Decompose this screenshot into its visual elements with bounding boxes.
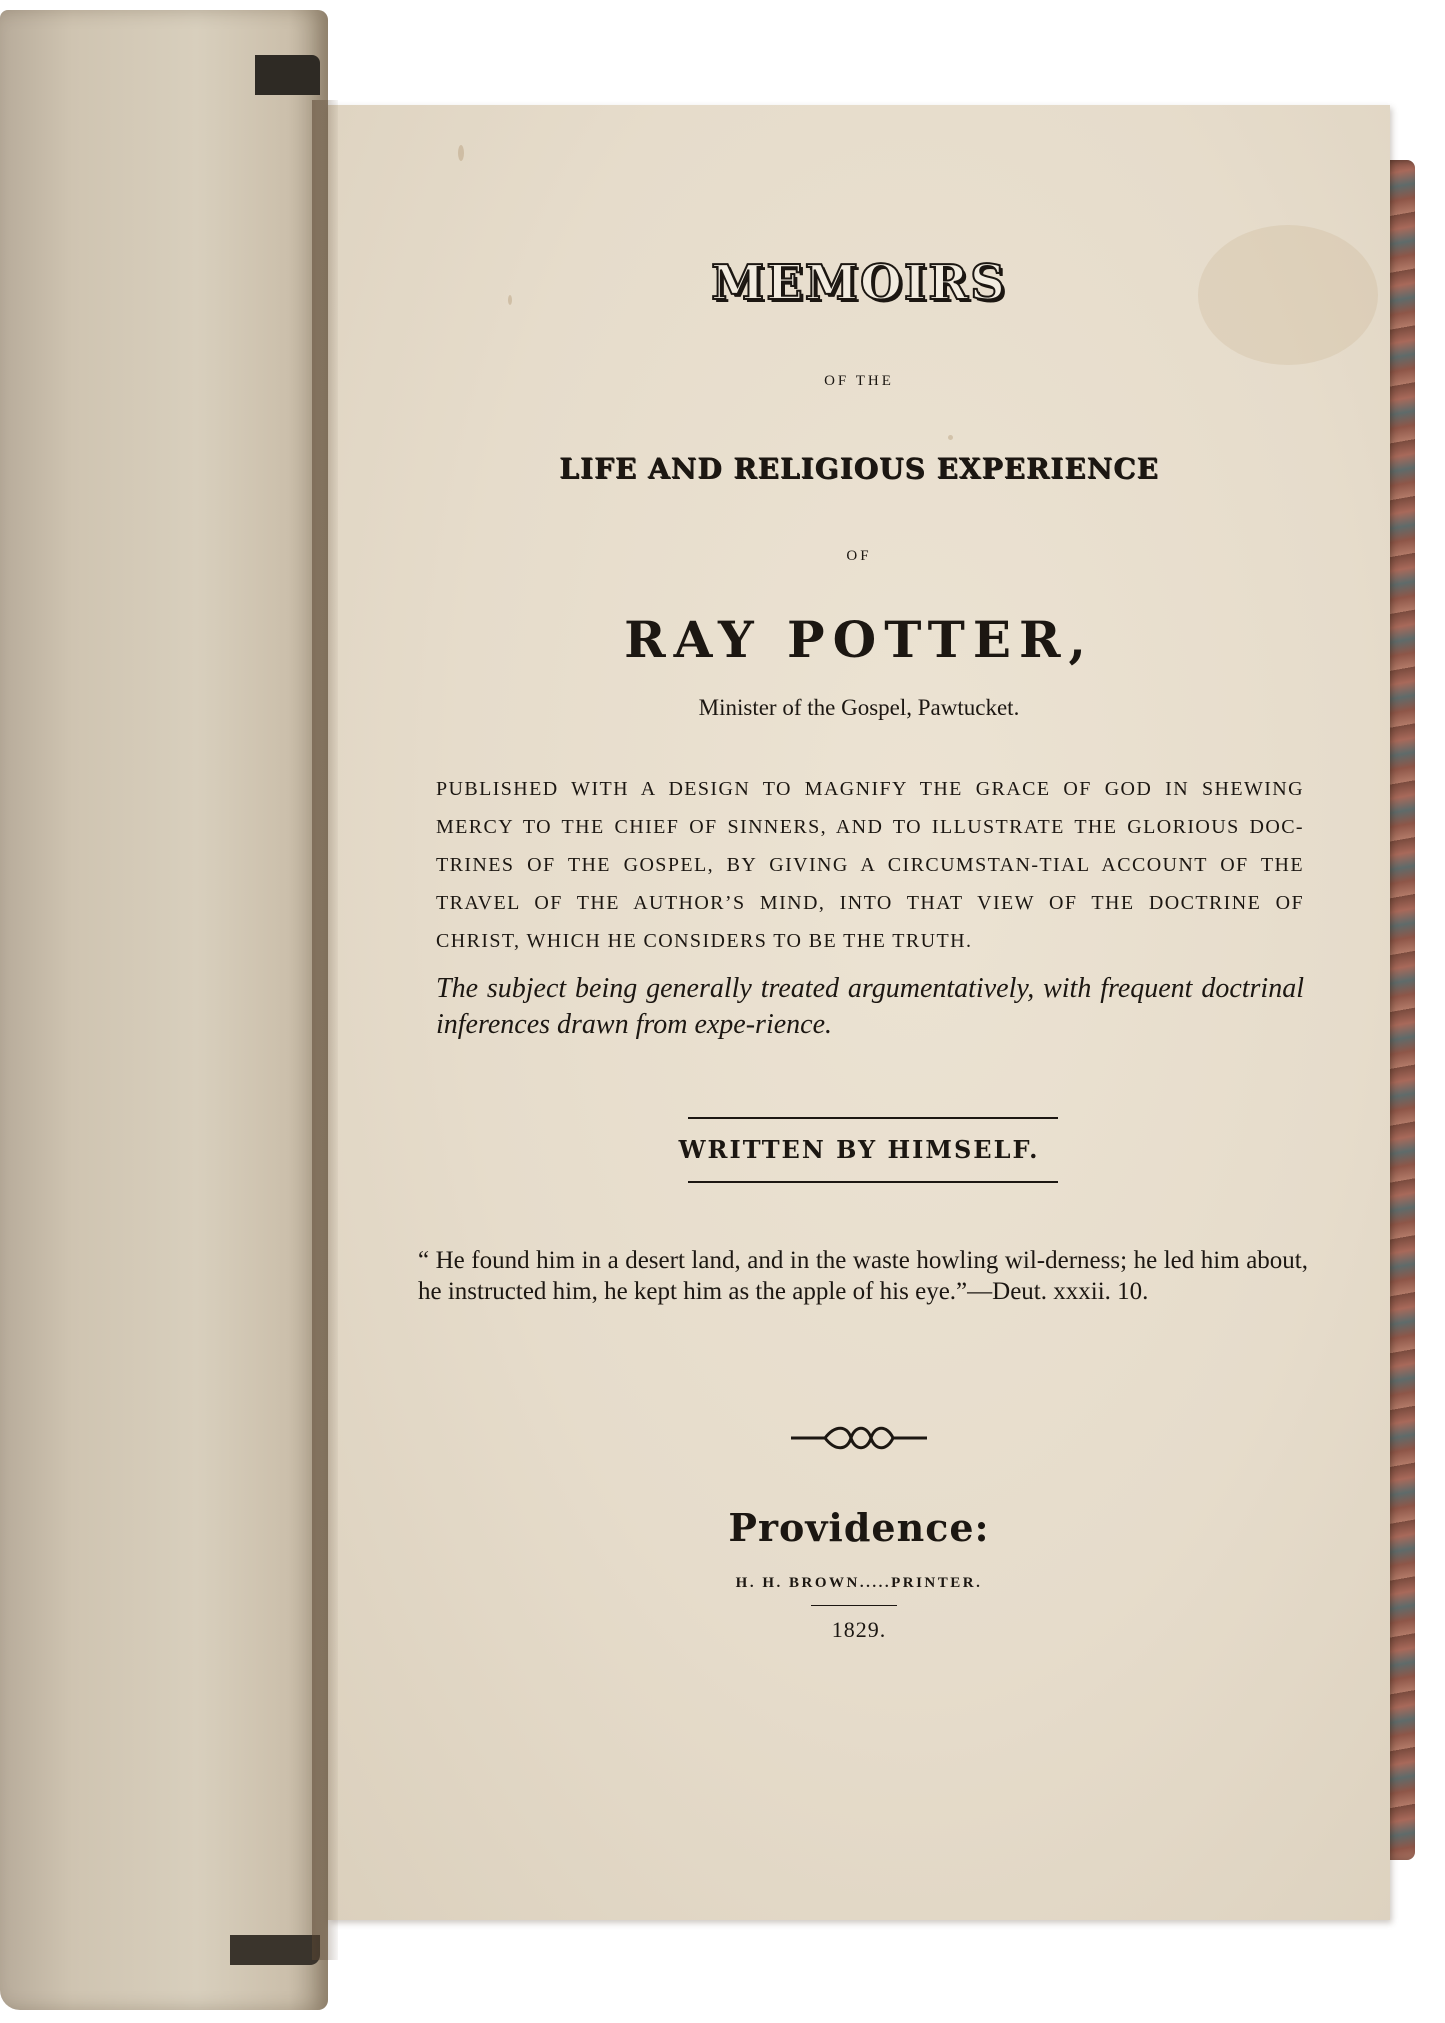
book-subtitle: LIFE AND RELIGIOUS EXPERIENCE	[559, 452, 1159, 485]
imprint-place: Providence:	[728, 1505, 990, 1550]
foxing-spot	[948, 435, 953, 440]
epigraph: “ He found him in a desert land, and in the waste howling wil-derness; he led him about, he instructed him, he kept him as the apple of his eye.”—Deut. xxxii. 10.	[418, 1247, 1308, 1305]
ornament-icon	[791, 1425, 927, 1451]
foxing-spot	[458, 145, 464, 161]
of-line: OF	[846, 548, 872, 564]
year-rule	[811, 1605, 897, 1606]
left-page	[0, 10, 328, 2010]
publication-year: 1829.	[831, 1617, 887, 1642]
title-page	[328, 105, 1390, 1920]
rule-bottom	[688, 1181, 1058, 1183]
author-name: RAY POTTER,	[624, 610, 1094, 669]
left-cover-edge	[255, 55, 320, 95]
rule-top	[688, 1117, 1058, 1119]
author-description: Minister of the Gospel, Pawtucket.	[698, 695, 1020, 720]
published-statement: PUBLISHED WITH A DESIGN TO MAGNIFY THE GRACE OF GOD IN SHEWING MERCY TO THE CHIEF OF SINNERS, AND TO ILLUSTRATE THE GLORIOUS DOC-TRINES OF THE GOSPEL, BY GIVING A CIRCUMSTAN-TIAL ACCOUNT OF THE TRAVEL OF THE AUTHOR’S MIND, INTO THAT VIEW OF THE DOCTRINE OF CHRIST, WHICH HE CONSIDERS TO BE THE TRUTH.	[436, 778, 1304, 952]
treatment-note: The subject being generally treated argumentatively, with frequent doctrinal inferences drawn from expe-rience.	[436, 973, 1304, 1040]
left-cover-bottom	[230, 1935, 320, 1965]
book-title: MEMOIRS	[711, 255, 1007, 311]
spine-shadow	[312, 100, 338, 1960]
printer-line: H. H. BROWN.....PRINTER.	[735, 1575, 983, 1591]
of-the-line: OF THE	[824, 373, 894, 389]
written-by: WRITTEN BY HIMSELF.	[678, 1135, 1040, 1164]
